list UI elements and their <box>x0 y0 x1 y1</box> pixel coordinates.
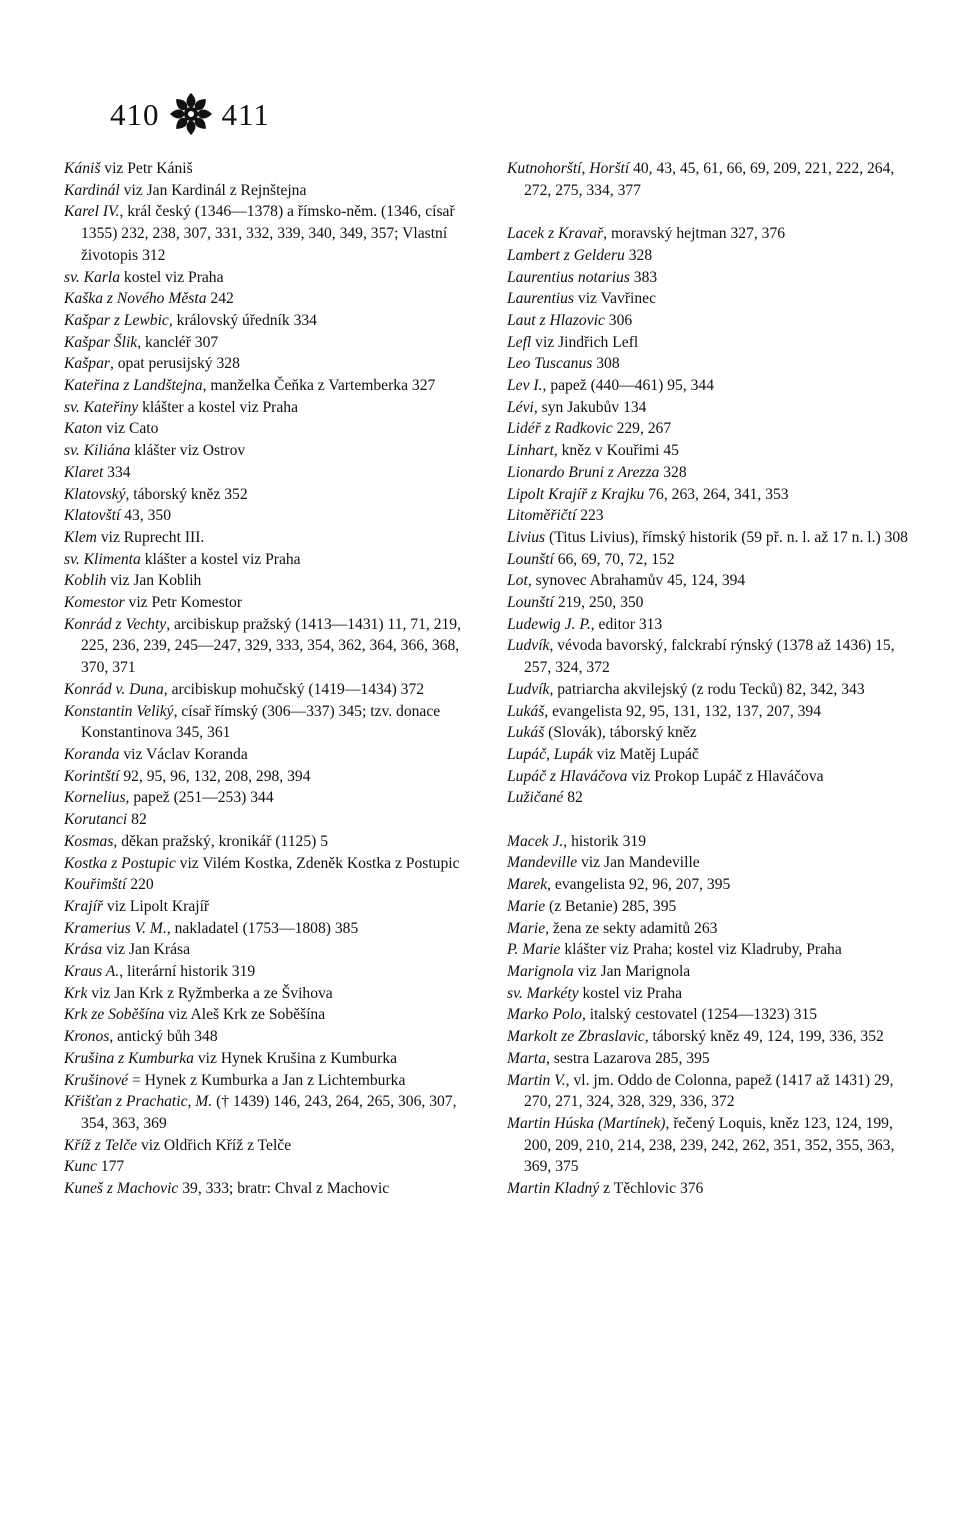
index-entry-text: , arcibiskup mohučský (1419—1434) 372 <box>163 680 425 698</box>
index-entry-text: , manželka Čeňka z Vartemberka 327 <box>202 377 436 395</box>
index-entry-text: , opat perusijský 328 <box>109 355 240 373</box>
index-entry <box>64 288 474 310</box>
index-entry <box>64 744 474 766</box>
index-entry-name: Ludvík <box>507 680 550 698</box>
index-entry-name: Konrád z Vechty <box>64 615 167 633</box>
index-entry-text: , syn Jakubův 134 <box>533 398 647 416</box>
index-entry-text: , král český (1346—1378) a římsko-něm. (1346, císař 1355) 232, 238, 307, 331, 332, 339, 340, 349, 357; Vlastní životopis 312 <box>81 203 455 264</box>
index-entry-text: 40, 43, 45, 61, 66, 69, 209, 221, 222, 264, 272, 275, 334, 377 <box>524 160 895 199</box>
index-entry-text: , italský cestovatel (1254—1323) 315 <box>581 1006 818 1024</box>
index-entry-name: Korutanci <box>64 811 128 829</box>
index-entry-name: Lipolt Krajíř z Krajku <box>507 485 645 503</box>
index-entry-text: , synovec Abrahamův 45, 124, 394 <box>527 572 746 590</box>
index-entry <box>64 766 474 788</box>
index-entry-text: 76, 263, 264, 341, 353 <box>644 485 789 503</box>
index-entry <box>64 158 474 180</box>
index-entry-text: 242 <box>206 290 234 308</box>
index-entry <box>507 549 911 571</box>
index-entry-text: 334 <box>103 463 131 481</box>
index-entry-name: Lot <box>507 572 528 590</box>
index-entry-name: Marie <box>507 919 546 937</box>
index-entry-name: Lidéř z Radkovic <box>507 420 613 438</box>
index-entry-name: Kutnohorští, Horští <box>507 160 630 177</box>
index-entry-name: Kouřimští <box>64 876 127 894</box>
index-entry-name: Koranda <box>64 745 120 763</box>
index-entry-name: sv. Kateřiny <box>64 398 139 416</box>
index-entry-text: , sestra Lazarova 285, 395 <box>545 1049 710 1067</box>
index-entry-name: Marignola <box>507 962 574 980</box>
index-entry-name: sv. Karla <box>64 268 121 286</box>
index-entry-text: 39, 333; bratr: Chval z Machovic <box>178 1180 390 1198</box>
index-entry <box>507 852 911 874</box>
index-entry <box>507 787 911 809</box>
index-entry-text: , evangelista 92, 96, 207, 395 <box>547 876 731 894</box>
index-entry <box>64 896 474 918</box>
index-entry-name: Marie <box>507 897 546 915</box>
index-entry-name: Koblih <box>64 572 107 590</box>
index-entry-text: viz Jan Kardinál z Rejnštejna <box>119 181 307 199</box>
index-entry-text: , moravský hejtman 327, 376 <box>603 225 786 243</box>
index-entry-text: (Titus Livius), římský historik (59 př. n. l. až 17 n. l.) 308 <box>545 528 908 546</box>
index-entry-name: Kunc <box>64 1158 97 1176</box>
index-entry <box>507 375 911 397</box>
index-entry <box>64 180 474 202</box>
index-entry-name: Livius <box>507 528 546 546</box>
index-entry <box>64 505 474 527</box>
index-entry-text: , literární historik 319 <box>119 963 256 981</box>
index-entry-name: Kardinál <box>64 181 120 199</box>
index-entry-text: 43, 350 <box>120 507 172 525</box>
index-entry-name: Ludewig J. P. <box>507 615 591 633</box>
index-entry-text: viz Cato <box>102 420 159 438</box>
index-entry <box>507 288 911 310</box>
index-entry-name: Kostka z Postupic <box>64 854 176 872</box>
index-entry-text: viz Jan Marignola <box>573 962 691 980</box>
index-entry-name: Marko Polo <box>507 1006 582 1024</box>
index-entry-name: Křišťan z Prachatic, M. <box>64 1093 213 1111</box>
index-entry-name: Ludvík <box>507 637 550 655</box>
index-entry <box>64 1048 474 1070</box>
index-entry-text: 82 <box>127 811 147 829</box>
index-entry-text: , arcibiskup pražský (1413—1431) 11, 71, 219, 225, 236, 239, 245—247, 329, 333, 354, 362, 364, 366, 368, 370, 371 <box>81 615 462 677</box>
index-entry <box>507 245 911 267</box>
index-entry-text: , papež (251—253) 344 <box>125 789 274 807</box>
index-entry <box>64 614 474 679</box>
index-entry-name: Klaret <box>64 463 104 481</box>
index-entry-text: , historik 319 <box>563 832 647 850</box>
index-entry-name: Lévi <box>507 398 534 416</box>
index-entry-text: viz Vilém Kostka, Zdeněk Kostka z Postupic <box>175 854 460 872</box>
index-entry <box>64 1135 474 1157</box>
index-entry-text: , táborský kněz 352 <box>125 485 248 503</box>
index-entry-name: Macek J. <box>507 832 564 850</box>
index-column-left <box>64 158 474 1200</box>
index-entry-text: 229, 267 <box>612 420 672 438</box>
left-page-number: 410 <box>110 96 160 132</box>
index-entry-name: P. Marie <box>507 941 561 959</box>
index-entry-name: Litoměřičtí <box>507 507 577 525</box>
index-entry-text: viz Matěj Lupáč <box>592 745 699 763</box>
index-entry-text: , nakladatel (1753—1808) 385 <box>166 919 359 937</box>
index-entry-text: viz Aleš Krk ze Soběšína <box>164 1006 326 1024</box>
index-entry-text: , kancléř 307 <box>137 333 219 351</box>
index-entry-text: 92, 95, 96, 132, 208, 298, 394 <box>119 767 311 785</box>
index-entry-name: Linhart <box>507 442 554 460</box>
index-entry <box>507 635 911 678</box>
index-entry-text: 177 <box>96 1158 125 1176</box>
index-entry-name: Lefl <box>507 333 532 351</box>
index-entry <box>64 679 474 701</box>
index-entry-text: viz Petr Komestor <box>124 594 243 612</box>
index-entry <box>64 353 474 375</box>
index-entry <box>507 310 911 332</box>
index-entry-name: Kraus A. <box>64 963 120 981</box>
index-entry <box>507 353 911 375</box>
index-entry-name: Lounští <box>507 594 554 612</box>
index-entry-name: Lionardo Bruni z Arezza <box>507 463 660 481</box>
page-header <box>110 86 270 142</box>
index-entry <box>64 809 474 831</box>
index-entry-text: 220 <box>126 876 154 894</box>
index-entry-name: sv. Markéty <box>507 984 579 1002</box>
index-entry-text: , táborský kněz 49, 124, 199, 336, 352 <box>644 1028 884 1046</box>
index-entry <box>507 831 911 853</box>
index-entry-text: , vl. jm. Oddo de Colonna, papež (1417 až 1431) 29, 270, 271, 324, 328, 329, 336, 372 <box>524 1071 894 1111</box>
index-entry-name: Kašpar Šlik <box>64 333 138 351</box>
index-entry-text: viz Oldřich Kříž z Telče <box>137 1136 292 1154</box>
index-entry <box>507 158 911 201</box>
rosette-ornament-icon <box>166 89 216 139</box>
index-entry-text: 66, 69, 70, 72, 152 <box>553 550 675 568</box>
index-entry-name: Kašpar z Lewbic <box>64 311 169 329</box>
index-entry <box>507 462 911 484</box>
index-entry <box>507 1004 911 1026</box>
index-entry-text: kostel viz Praha <box>120 268 224 286</box>
index-entry <box>64 310 474 332</box>
index-entry <box>64 375 474 397</box>
index-entry-name: Krušinové <box>64 1071 129 1089</box>
index-entry-text: = Hynek z Kumburka a Jan z Lichtemburka <box>128 1071 406 1089</box>
index-entry-name: Markolt ze Zbraslavic <box>507 1028 645 1046</box>
index-entry <box>64 462 474 484</box>
index-entry <box>64 961 474 983</box>
index-entry-name: Karel IV. <box>64 203 120 221</box>
index-entry-text: (Slovák), táborský kněz <box>544 724 697 742</box>
index-entry-name: Lukáš <box>507 724 545 742</box>
index-entry-name: Kronos <box>64 1028 110 1046</box>
index-entry-name: Katon <box>64 420 103 438</box>
index-entry-name: Konstantin Veliký <box>64 702 174 720</box>
index-entry-name: Kramerius V. M. <box>64 919 167 937</box>
index-entry-text: viz Prokop Lupáč z Hlaváčova <box>627 767 824 785</box>
index-entry <box>64 918 474 940</box>
index-entry-text: 383 <box>629 268 658 286</box>
index-entry-text: 308 <box>592 355 620 373</box>
index-entry-name: Marek <box>507 876 548 894</box>
index-entry-text: 328 <box>659 463 687 481</box>
index-entry <box>507 570 911 592</box>
index-entry <box>507 267 911 289</box>
index-entry-name: Lužičané <box>507 789 564 807</box>
index-entry <box>64 1091 474 1134</box>
index-entry <box>64 397 474 419</box>
index-entry-name: Krušina z Kumburka <box>64 1049 194 1067</box>
index-entry-name: Krk <box>64 984 88 1002</box>
index-entry-name: sv. Klimenta <box>64 550 141 568</box>
index-entry-text: z Těchlovic 376 <box>599 1180 704 1198</box>
index-entry-name: Laurentius notarius <box>507 268 630 286</box>
index-entry-text: , žena ze sekty adamitů 263 <box>545 919 718 937</box>
index-entry-text: , královský úředník 334 <box>168 311 317 329</box>
index-entry-text: , patriarcha akvilejský (z rodu Tecků) 82, 342, 343 <box>549 680 865 698</box>
index-entry-text: viz Petr Kániš <box>100 160 193 177</box>
index-entry-name: Lev I. <box>507 377 543 395</box>
index-entry-name: Kuneš z Machovic <box>64 1180 179 1198</box>
index-entry-text: viz Ruprecht III. <box>96 528 205 546</box>
index-entry <box>507 939 911 961</box>
index-entry <box>64 332 474 354</box>
index-entry-name: Marta <box>507 1049 546 1067</box>
index-entry-text: , papež (440—461) 95, 344 <box>542 377 715 395</box>
index-entry-text: viz Jan Koblih <box>106 572 202 590</box>
index-entry-text: 82 <box>563 789 583 807</box>
index-entry-name: Laurentius <box>507 290 575 308</box>
index-entry-text: viz Jan Mandeville <box>577 854 700 872</box>
index-entry-name: sv. Kiliána <box>64 442 131 460</box>
index-entry <box>64 570 474 592</box>
index-entry-text: , kněz v Kouřimi 45 <box>553 442 679 460</box>
index-entry <box>507 896 911 918</box>
index-entry-name: Krk ze Soběšína <box>64 1006 165 1024</box>
index-entry-name: Martin V. <box>507 1071 566 1089</box>
index-entry <box>64 267 474 289</box>
index-entry-text: , řečený Loquis, kněz 123, 124, 199, 200, 209, 210, 214, 238, 239, 242, 262, 351, 352, 355, 363, 369, 375 <box>524 1114 895 1176</box>
index-entry <box>507 332 911 354</box>
index-entry <box>507 1070 911 1113</box>
index-entry <box>64 201 474 266</box>
index-entry-text: , editor 313 <box>590 615 663 633</box>
index-entry-name: Laut z Hlazovic <box>507 311 605 329</box>
index-entry-text: , vévoda bavorský, falckrabí rýnský (1378 až 1436) 15, 257, 324, 372 <box>524 637 895 677</box>
index-entry-name: Klatovští <box>64 507 121 525</box>
index-entry-name: Lambert z Gelderu <box>507 246 625 264</box>
index-entry <box>64 1156 474 1178</box>
index-entry <box>64 853 474 875</box>
index-entry <box>64 1070 474 1092</box>
index-entry-name: Lukáš <box>507 702 545 720</box>
index-entry-text: viz Jindřich Lefl <box>531 333 639 351</box>
index-entry-text: , císař římský (306—337) 345; tzv. donace Konstantinova 345, 361 <box>81 702 441 742</box>
index-entry <box>507 418 911 440</box>
index-entry-name: Klatovský <box>64 485 126 503</box>
index-entry <box>507 527 911 549</box>
index-entry-text: viz Hynek Krušina z Kumburka <box>193 1049 398 1067</box>
index-entry <box>507 983 911 1005</box>
index-entry <box>507 397 911 419</box>
index-entry-text: klášter a kostel viz Praha <box>140 550 301 568</box>
index-entry-text: klášter a kostel viz Praha <box>138 398 298 416</box>
index-entry <box>64 1026 474 1048</box>
index-entry-name: Kateřina z Landštejna <box>64 377 203 395</box>
index-entry-name: Lacek z Kravař <box>507 225 604 243</box>
index-entry-text: , evangelista 92, 95, 131, 132, 137, 207, 394 <box>544 702 822 720</box>
index-entry <box>507 614 911 636</box>
index-entry-name: Martin Húska (Martínek) <box>507 1114 666 1132</box>
index-entry <box>507 1178 911 1200</box>
index-entry <box>507 722 911 744</box>
index-entry <box>507 701 911 723</box>
index-entry-text: († 1439) 146, 243, 264, 265, 306, 307, 354, 363, 369 <box>81 1093 457 1132</box>
index-entry-text: klášter viz Ostrov <box>130 442 246 460</box>
index-entry <box>507 766 911 788</box>
index-entry <box>64 939 474 961</box>
index-entry-text: viz Jan Krk z Ryžmberka a ze Švihova <box>87 984 333 1002</box>
index-entry-text: viz Lipolt Krajíř <box>103 897 210 915</box>
index-entry-text: 219, 250, 350 <box>553 594 644 612</box>
section-gap <box>507 201 911 223</box>
index-entry <box>64 527 474 549</box>
index-column-right <box>507 158 911 1200</box>
index-entry <box>507 223 911 245</box>
index-entry-name: Kříž z Telče <box>64 1136 138 1154</box>
index-entry-name: Kaška z Nového Města <box>64 290 207 308</box>
index-entry-name: Komestor <box>64 594 125 612</box>
index-entry-text: kostel viz Praha <box>578 984 683 1002</box>
index-entry <box>507 874 911 896</box>
index-entry-name: Krása <box>64 941 103 959</box>
index-entry-name: Lupáč z Hlaváčova <box>507 767 628 785</box>
index-entry-text: viz Vavřinec <box>574 290 656 308</box>
index-entry-name: Krajíř <box>64 897 103 915</box>
index-entry-name: Lupáč, Lupák <box>507 745 593 763</box>
index-entry <box>507 484 911 506</box>
index-entry-name: Kosmas <box>64 832 114 850</box>
index-entry-name: Kornelius <box>64 789 126 807</box>
index-entry <box>507 918 911 940</box>
index-entry-text: viz Václav Koranda <box>119 745 248 763</box>
index-entry-name: Lounští <box>507 550 554 568</box>
index-entry <box>507 1026 911 1048</box>
index-entry-text: 306 <box>604 311 633 329</box>
index-entry <box>507 440 911 462</box>
section-gap <box>507 809 911 831</box>
index-entry-text: , antický bůh 348 <box>109 1028 218 1046</box>
index-entry-name: Korintští <box>64 767 120 785</box>
index-entry <box>64 418 474 440</box>
right-page-number: 411 <box>221 96 270 132</box>
index-entry <box>507 592 911 614</box>
index-entry <box>64 440 474 462</box>
index-entry-text: viz Jan Krása <box>102 941 191 959</box>
index-entry-name: Klem <box>64 528 97 546</box>
index-entry <box>507 679 911 701</box>
index-entry-name: Leo Tuscanus <box>507 355 593 373</box>
index-entry <box>64 701 474 744</box>
index-entry <box>507 961 911 983</box>
index-entry <box>64 787 474 809</box>
index-entry-text: klášter viz Praha; kostel viz Kladruby, Praha <box>560 941 842 959</box>
index-entry <box>507 1048 911 1070</box>
index-entry-name: Konrád v. Duna <box>64 680 164 698</box>
index-entry-name: Mandeville <box>507 854 578 872</box>
index-entry <box>64 549 474 571</box>
index-entry <box>64 484 474 506</box>
index-entry <box>64 874 474 896</box>
index-entry-text: , děkan pražský, kronikář (1125) 5 <box>113 832 329 850</box>
index-entry-name: Martin Kladný <box>507 1180 600 1198</box>
index-entry <box>64 983 474 1005</box>
index-entry <box>507 744 911 766</box>
index-entry-text: (z Betanie) 285, 395 <box>545 897 677 915</box>
index-entry-text: 328 <box>624 246 653 264</box>
index-entry <box>64 1178 474 1200</box>
index-entry-name: Kašpar <box>64 355 110 373</box>
index-entry-text: 223 <box>576 507 604 525</box>
index-entry <box>64 831 474 853</box>
index-entry <box>507 1113 911 1178</box>
index-entry <box>64 1004 474 1026</box>
index-entry <box>507 505 911 527</box>
index-entry-name: Kániš <box>64 160 101 177</box>
index-entry <box>64 592 474 614</box>
